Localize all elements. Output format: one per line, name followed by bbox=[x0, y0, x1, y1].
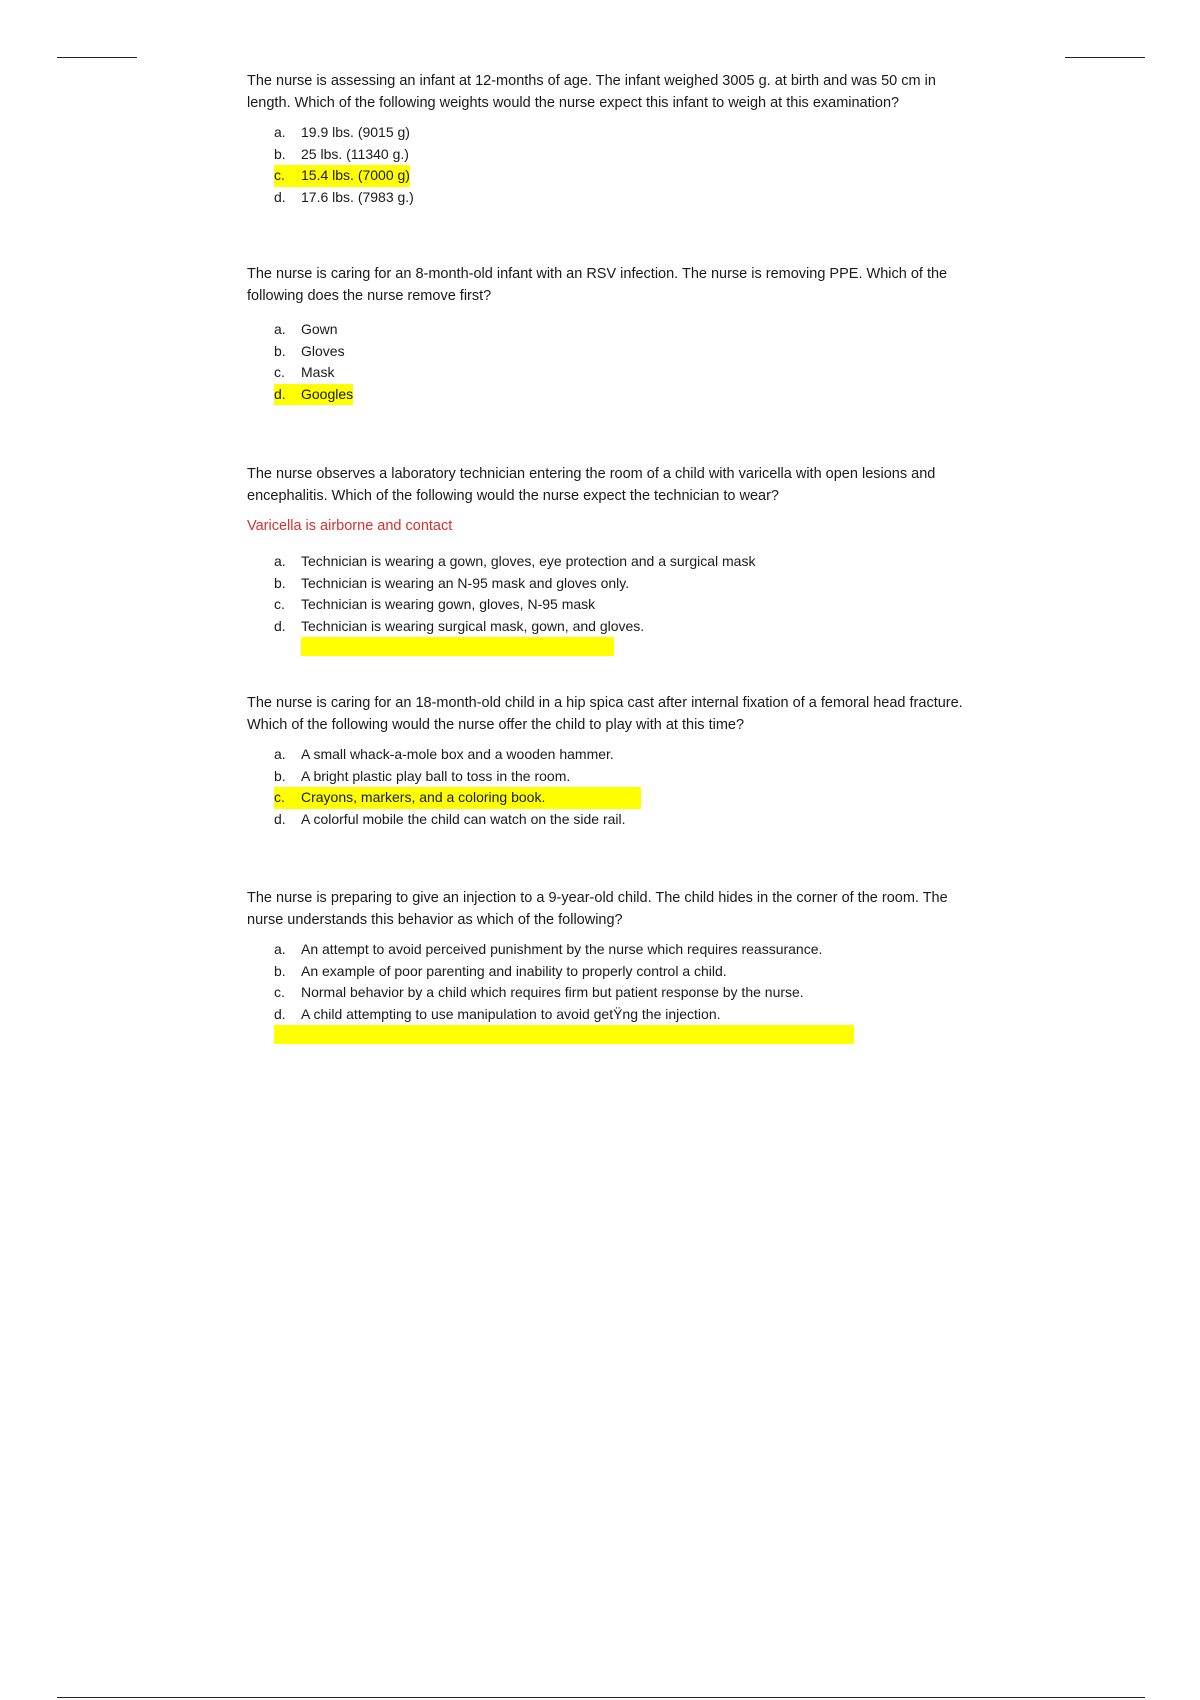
option-letter: d. bbox=[274, 617, 286, 634]
question-stem: The nurse observes a laboratory technician entering the room of a child with varicella with open lesions and encephalitis. Which of the following would the nurse expect the technician to wear? bbox=[247, 466, 936, 504]
option-letter: b. bbox=[274, 767, 286, 784]
option-text: Technician is wearing surgical mask, gown, and gloves. bbox=[301, 617, 645, 634]
option-letter: a. bbox=[274, 941, 286, 957]
option-text: A child attempting to use manipulation to avoid getŸng the injection. bbox=[301, 1005, 721, 1022]
option-text: Technician is wearing an N-95 mask and gloves only. bbox=[301, 574, 630, 591]
answer-option-c bbox=[274, 982, 804, 1004]
option-letter: d. bbox=[274, 1005, 286, 1022]
highlight-bar bbox=[301, 637, 614, 656]
option-letter: b. bbox=[274, 962, 286, 979]
option-text: Gown bbox=[301, 321, 338, 337]
option-letter: a. bbox=[274, 553, 286, 569]
answer-options bbox=[247, 319, 977, 405]
answer-option-c bbox=[274, 362, 334, 384]
answer-option-d-highlighted bbox=[274, 384, 353, 406]
answer-option-d bbox=[274, 616, 644, 638]
option-letter: c. bbox=[274, 167, 285, 183]
option-letter: c. bbox=[274, 364, 285, 380]
answer-options bbox=[247, 939, 977, 1025]
answer-option-b bbox=[274, 144, 409, 166]
answer-option-b bbox=[274, 573, 629, 595]
option-letter: d. bbox=[274, 385, 286, 402]
option-text: Mask bbox=[301, 364, 335, 380]
question-1 bbox=[247, 70, 977, 208]
answer-option-a bbox=[274, 122, 410, 144]
header-rule-right bbox=[1065, 57, 1145, 58]
question-stem: The nurse is caring for an 8-month-old infant with an RSV infection. The nurse is removing PPE. Which of the following does the nurse remove first? bbox=[247, 266, 948, 304]
option-text: A small whack-a-mole box and a wooden hammer. bbox=[301, 746, 614, 762]
answer-option-a bbox=[274, 319, 338, 341]
answer-option-a bbox=[274, 551, 755, 573]
answer-option-c-highlighted bbox=[274, 165, 410, 187]
question-stem: The nurse is caring for an 18-month-old child in a hip spica cast after internal fixation of a femoral head fracture. Which of the following would the nurse offer the child to play with at this time? bbox=[247, 695, 963, 733]
option-text: A bright plastic play ball to toss in the room. bbox=[301, 767, 571, 784]
option-letter: c. bbox=[274, 984, 285, 1000]
answer-option-d bbox=[274, 809, 626, 831]
question-4 bbox=[247, 692, 977, 830]
option-text: 17.6 lbs. (7983 g.) bbox=[301, 188, 414, 205]
highlight-bar bbox=[274, 1025, 854, 1044]
question-stem: The nurse is assessing an infant at 12-months of age. The infant weighed 3005 g. at birth and was 50 cm in length. Which of the following weights would the nurse expect this infant to weigh at this examination? bbox=[247, 73, 936, 111]
answer-options bbox=[247, 551, 977, 637]
answer-option-d bbox=[274, 187, 414, 209]
option-text: Googles bbox=[301, 385, 354, 402]
question-stem: The nurse is preparing to give an injection to a 9-year-old child. The child hides in the corner of the room. The nurse understands this behavior as which of the following? bbox=[247, 890, 948, 928]
answer-option-b bbox=[274, 341, 345, 363]
option-letter: c. bbox=[274, 789, 285, 805]
option-letter: a. bbox=[274, 321, 286, 337]
question-5 bbox=[247, 887, 977, 1044]
option-text: 25 lbs. (11340 g.) bbox=[301, 145, 409, 162]
option-letter: a. bbox=[274, 124, 286, 140]
footer-rule bbox=[57, 1697, 1145, 1698]
option-letter: a. bbox=[274, 746, 286, 762]
option-text: Technician is wearing gown, gloves, N-95 mask bbox=[301, 596, 596, 612]
option-text: Gloves bbox=[301, 342, 345, 359]
option-letter: b. bbox=[274, 145, 286, 162]
answer-option-b bbox=[274, 961, 727, 983]
option-letter: b. bbox=[274, 574, 286, 591]
option-text: A colorful mobile the child can watch on the side rail. bbox=[301, 810, 626, 827]
option-letter: d. bbox=[274, 188, 286, 205]
answer-option-c bbox=[274, 594, 595, 616]
answer-note: Varicella is airborne and contact bbox=[247, 518, 453, 534]
option-text: Crayons, markers, and a coloring book. bbox=[301, 789, 546, 805]
option-text: An example of poor parenting and inability to properly control a child. bbox=[301, 962, 727, 979]
answer-options bbox=[247, 744, 977, 830]
document-body bbox=[247, 70, 977, 1044]
answer-option-b bbox=[274, 766, 570, 788]
question-3 bbox=[247, 463, 977, 656]
option-letter: b. bbox=[274, 342, 286, 359]
option-text: An attempt to avoid perceived punishment by the nurse which requires reassurance. bbox=[301, 941, 823, 957]
option-text: Normal behavior by a child which requires firm but patient response by the nurse. bbox=[301, 984, 804, 1000]
answer-option-a bbox=[274, 744, 614, 766]
option-text: 15.4 lbs. (7000 g) bbox=[301, 167, 410, 183]
option-text: Technician is wearing a gown, gloves, eye protection and a surgical mask bbox=[301, 553, 756, 569]
answer-option-c-highlighted bbox=[274, 787, 641, 809]
answer-option-a bbox=[274, 939, 822, 961]
answer-options bbox=[247, 122, 977, 208]
option-text: 19.9 lbs. (9015 g) bbox=[301, 124, 410, 140]
option-letter: c. bbox=[274, 596, 285, 612]
header-rule-left bbox=[57, 57, 137, 58]
answer-option-d bbox=[274, 1004, 721, 1026]
option-letter: d. bbox=[274, 810, 286, 827]
question-2 bbox=[247, 263, 977, 405]
